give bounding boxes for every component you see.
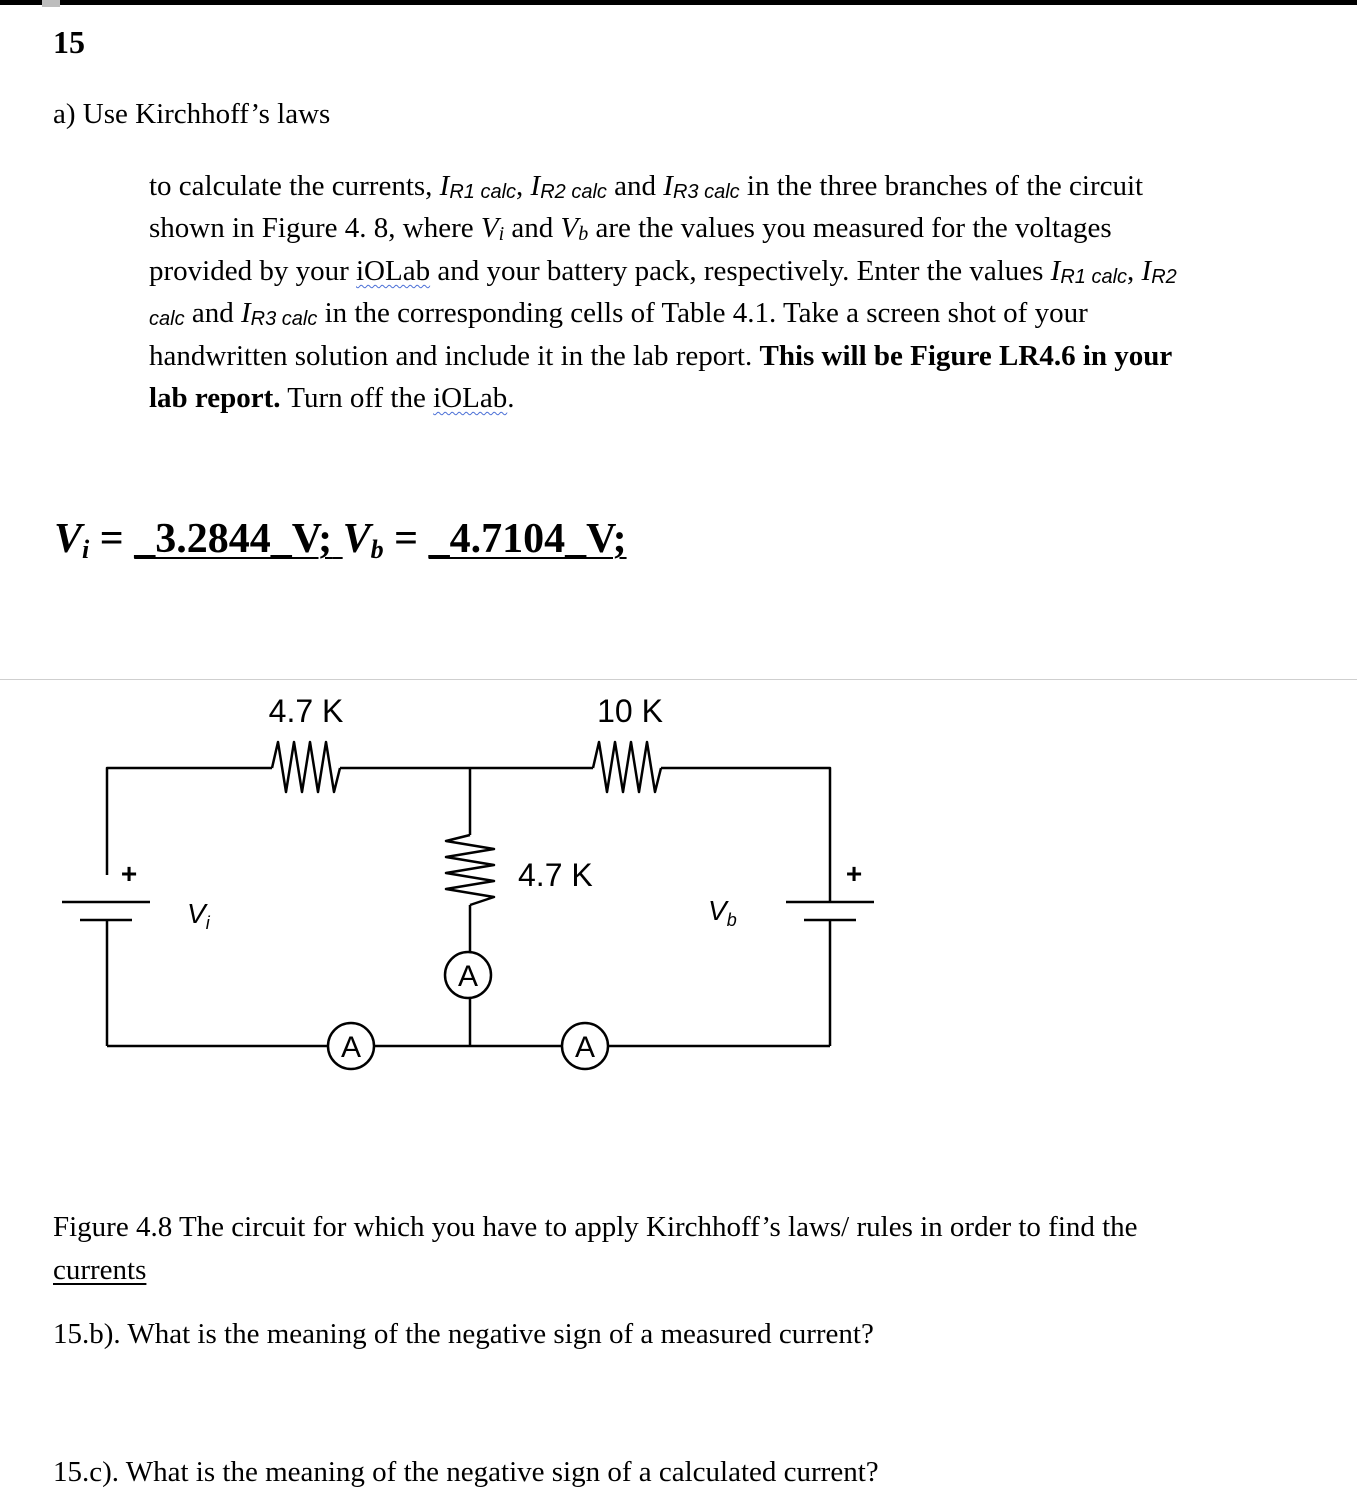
ammeter-left-label: A: [340, 1031, 362, 1064]
paragraph-line-3: provided by your iOLab and your battery pack, respectively. Enter the values IR1 calc, IR2: [149, 254, 1177, 288]
scroll-marker: [42, 0, 60, 7]
paragraph-line-5: handwritten solution and include it in the lab report. This will be Figure LR4.6 in your: [149, 339, 1173, 372]
vi-label: $V_i$: [187, 898, 210, 933]
caption-currents: currents: [53, 1254, 147, 1286]
iolab-word: iOLab: [433, 381, 508, 414]
resistor-r1-zigzag: [272, 742, 340, 792]
question-number: 15: [53, 24, 85, 60]
paragraph-line-6: lab report. Turn off the iOLab.: [149, 381, 515, 414]
plus-right: +: [845, 858, 863, 889]
vb-value: _4.7104_V;: [428, 516, 627, 562]
resistor-r2-zigzag: [593, 742, 661, 792]
paragraph-line-4: calc and IR3 calc in the corresponding cells of Table 4.1. Take a screen shot of your: [149, 297, 1088, 331]
ammeter-middle-label: A: [457, 960, 479, 993]
wire-top-right: [661, 768, 830, 880]
part-a-title: a) Use Kirchhoff’s laws: [53, 98, 331, 130]
r3-label: 4.7 K: [518, 857, 593, 893]
voltage-values: Vi = _3.2844_V; Vb = _4.7104_V;: [54, 516, 627, 564]
instructions-paragraph: [149, 165, 1289, 419]
top-border: [0, 0, 1357, 5]
paragraph-line-2: shown in Figure 4. 8, where Vi and Vb are the values you measured for the voltages: [149, 212, 1112, 246]
vb-label: $V_b$: [708, 895, 737, 930]
r2-label: 10 K: [597, 693, 663, 729]
question-part-c: 15.c). What is the meaning of the negative sign of a calculated current?: [53, 1456, 879, 1488]
iolab-word: iOLab: [356, 254, 431, 287]
plus-left: +: [120, 858, 138, 889]
r1-label: 4.7 K: [268, 693, 344, 729]
paragraph-line-1: to calculate the currents, IR1 calc, IR2 calc and IR3 calc in the three branches of the circuit: [149, 170, 1144, 203]
resistor-r3-zigzag: [446, 835, 494, 905]
vi-value: _3.2844_V;: [134, 516, 333, 562]
figure-caption: Figure 4.8 The circuit for which you have to apply Kirchhoff’s laws/ rules in order to find the currents: [53, 1211, 1138, 1286]
ammeter-right-label: A: [574, 1031, 596, 1064]
circuit-diagram: [0, 680, 1357, 1140]
question-part-b: 15.b). What is the meaning of the negative sign of a measured current?: [53, 1318, 874, 1350]
